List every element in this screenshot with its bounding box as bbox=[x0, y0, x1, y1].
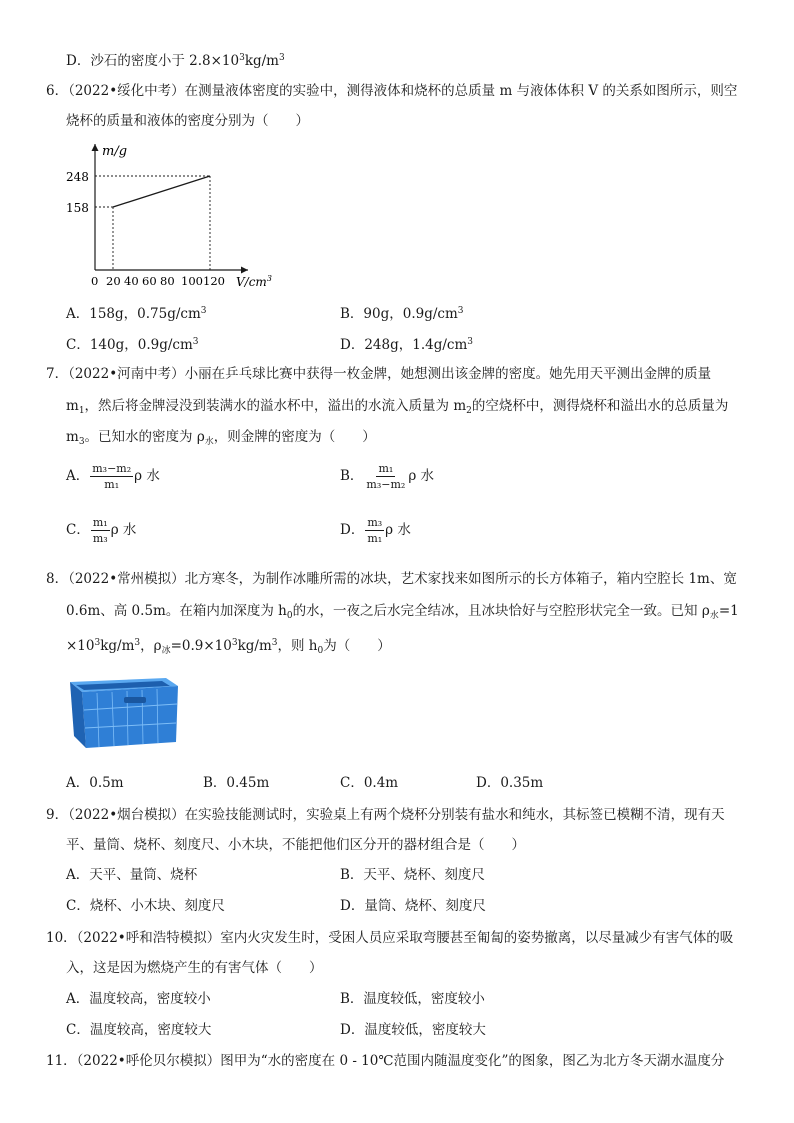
q7-m3-sub: 3 bbox=[78, 437, 85, 447]
q6-option-a[interactable] bbox=[66, 302, 207, 323]
q6-xtick-120: 120 bbox=[203, 274, 225, 288]
q7-option-d[interactable] bbox=[340, 516, 411, 545]
q5-option-d-text: D．沙石的密度小于 2.8×10 bbox=[66, 53, 240, 69]
q7-option-d-fraction bbox=[365, 516, 384, 545]
q8-option-a[interactable]: A．0.5m bbox=[66, 775, 124, 791]
q7-option-a-numerator: m₃−m₂ bbox=[92, 462, 132, 475]
q7-option-d-numerator: m₃ bbox=[367, 516, 383, 529]
q6-option-c-text: C．140g，0.9g/cm bbox=[66, 337, 193, 353]
q7-line3-mid: 。已知水的密度为 ρ bbox=[84, 429, 205, 445]
q7-option-a[interactable] bbox=[66, 462, 160, 491]
q8-h0-sub-2: 0 bbox=[317, 646, 324, 656]
q8-l3-e-exp: 3 bbox=[271, 638, 278, 648]
q6-xtick-20: 20 bbox=[106, 274, 121, 288]
q8-l3-a: ×10 bbox=[66, 638, 95, 654]
q8-l3-f: ，则 h bbox=[277, 638, 318, 654]
q6-option-a-exp: 3 bbox=[200, 306, 207, 316]
q8-stem-line2 bbox=[66, 602, 739, 625]
q7-option-c-numerator: m₁ bbox=[92, 516, 108, 529]
q6-option-b-exp: 3 bbox=[457, 306, 464, 316]
q6-ytick-158: 158 bbox=[66, 201, 89, 215]
q9-option-c[interactable]: C．烧杯、小木块、刻度尺 bbox=[66, 898, 225, 914]
q7-m2-sub: 2 bbox=[466, 406, 472, 416]
q7-option-d-label: D． bbox=[340, 522, 365, 538]
q8-line2-end: =1 bbox=[718, 603, 739, 619]
q6-chart bbox=[66, 140, 280, 290]
q10-stem-line2: 入，这是因为燃烧产生的有害气体（ ） bbox=[66, 960, 323, 976]
q7-option-b-fraction bbox=[364, 462, 407, 491]
q8-l3-a-exp: 3 bbox=[94, 638, 101, 648]
q7-stem-line3 bbox=[66, 428, 376, 451]
q6-option-c-exp: 3 bbox=[192, 337, 199, 347]
q8-l3-d: =0.9×10 bbox=[170, 638, 232, 654]
q8-box-image bbox=[64, 670, 184, 750]
q5-option-d-unit: kg/m bbox=[244, 53, 279, 69]
q7-option-b-label: B． bbox=[340, 468, 364, 484]
q6-x-ticks bbox=[91, 274, 225, 288]
q7-option-c[interactable] bbox=[66, 516, 136, 545]
q6-stem-line1: 6．（2022•绥化中考）在测量液体密度的实验中，测得液体和烧杯的总质量 m 与液体体积 V 的关系如图所示，则空 bbox=[46, 83, 738, 99]
q7-option-c-label: C． bbox=[66, 522, 90, 538]
q7-option-c-rho: ρ 水 bbox=[110, 522, 137, 538]
q7-option-c-fraction bbox=[91, 516, 110, 545]
q7-m3: m bbox=[66, 429, 79, 445]
q8-h0-sub: 0 bbox=[286, 611, 293, 621]
q6-option-b[interactable] bbox=[340, 302, 464, 323]
q5-option-d-exp: 3 bbox=[239, 53, 245, 63]
q8-stem-line1: 8．（2022•常州模拟）北方寒冬，为制作冰雕所需的冰块，艺术家找来如图所示的长方体箱子，箱内空腔长 1m、宽 bbox=[46, 571, 737, 587]
q7-option-c-denominator: m₃ bbox=[92, 532, 108, 545]
q6-ytick-248: 248 bbox=[66, 170, 89, 184]
q6-xtick-0: 0 bbox=[91, 274, 99, 288]
q6-xtick-80: 80 bbox=[160, 274, 175, 288]
q7-option-a-fraction bbox=[90, 462, 133, 491]
q9-stem-line2: 平、量筒、烧杯、刻度尺、小木块，不能把他们区分开的器材组合是（ ） bbox=[66, 837, 525, 853]
q8-line2-mid: 的水，一夜之后水完全结冰，且冰块恰好与空腔形状完全一致。已知 ρ bbox=[292, 603, 710, 619]
q6-option-d-exp: 3 bbox=[467, 337, 473, 347]
q9-option-d[interactable]: D．量筒、烧杯、刻度尺 bbox=[340, 898, 486, 914]
q9-stem-line1: 9．（2022•烟台模拟）在实验技能测试时，实验桌上有两个烧杯分别装有盐水和纯水，其标签已模糊不清，现有天 bbox=[46, 807, 725, 823]
q9-option-b[interactable]: B．天平、烧杯、刻度尺 bbox=[340, 867, 485, 883]
q6-x-label: $V/cm^3$ bbox=[236, 274, 272, 289]
q6-xtick-100: 100 bbox=[181, 274, 203, 288]
q10-option-a[interactable]: A．温度较高，密度较小 bbox=[66, 991, 211, 1007]
q8-line2-start: 0.6m、高 0.5m。在箱内加深度为 h bbox=[66, 603, 287, 619]
q7-stem-line2 bbox=[66, 397, 728, 420]
q6-stem-line2: 烧杯的质量和液体的密度分别为（ ） bbox=[66, 113, 309, 129]
q8-stem-line3 bbox=[66, 634, 391, 660]
q7-option-a-denominator: m₁ bbox=[104, 478, 120, 491]
q7-m1-sub: 1 bbox=[78, 406, 85, 416]
q7-option-b[interactable] bbox=[340, 462, 434, 491]
q5-option-d bbox=[66, 49, 285, 70]
q7-option-b-denominator: m₃−m₂ bbox=[366, 478, 406, 491]
q7-option-a-label: A． bbox=[66, 468, 90, 484]
q10-option-b[interactable]: B．温度较低，密度较小 bbox=[340, 991, 485, 1007]
q6-option-d-text: D．248g，1.4g/cm bbox=[340, 337, 468, 353]
q8-l3-b: kg/m bbox=[100, 638, 135, 654]
q8-option-d[interactable]: D．0.35m bbox=[476, 775, 544, 791]
q7-line2-end: 的空烧杯中，测得烧杯和溢出水的总质量为 bbox=[471, 398, 729, 414]
q8-l3-g: 为（ ） bbox=[323, 638, 391, 654]
q8-option-c[interactable]: C．0.4m bbox=[340, 775, 399, 791]
q6-data-line bbox=[113, 176, 210, 207]
q6-xtick-60: 60 bbox=[142, 274, 157, 288]
q6-option-b-text: B．90g，0.9g/cm bbox=[340, 306, 458, 322]
q7-rho-water-sub: 水 bbox=[204, 437, 214, 447]
q6-option-a-text: A．158g，0.75g/cm bbox=[66, 306, 201, 322]
q7-line3-end: ，则金牌的密度为（ ） bbox=[213, 429, 376, 445]
q7-line2-mid: ，然后将金牌浸没到装满水的溢水杯中，溢出的水流入质量为 m bbox=[84, 398, 467, 414]
q7-stem-line1: 7．（2022•河南中考）小丽在乒乓球比赛中获得一枚金牌，她想测出该金牌的密度。她先用天平测出金牌的质量 bbox=[46, 366, 712, 382]
q11-stem-line1: 11．（2022•呼伦贝尔模拟）图甲为“水的密度在 0 - 10℃范围内随温度变化”的图象，图乙为北方冬天湖水温度分 bbox=[46, 1053, 725, 1069]
q6-xtick-40: 40 bbox=[124, 274, 139, 288]
q6-option-c[interactable] bbox=[66, 333, 199, 354]
q6-y-label: m/g bbox=[102, 144, 128, 159]
q10-stem-line1: 10．（2022•呼和浩特模拟）室内火灾发生时，受困人员应采取弯腰甚至匍匐的姿势撤离，以尽量减少有害气体的吸 bbox=[46, 930, 734, 946]
q5-option-d-unit-exp: 3 bbox=[278, 53, 285, 63]
q10-option-d[interactable]: D．温度较低，密度较大 bbox=[340, 1022, 486, 1038]
q8-l3-b-exp: 3 bbox=[134, 638, 141, 648]
q7-option-d-rho: ρ 水 bbox=[385, 522, 411, 538]
q7-m1: m bbox=[66, 398, 79, 414]
q6-option-d[interactable] bbox=[340, 333, 473, 354]
q10-option-c[interactable]: C．温度较高，密度较大 bbox=[66, 1022, 212, 1038]
q8-rho-ice-sub: 冰 bbox=[161, 646, 171, 656]
q7-option-b-rho: ρ 水 bbox=[408, 468, 435, 484]
q8-l3-c: ，ρ bbox=[140, 638, 162, 654]
q8-l3-e: kg/m bbox=[237, 638, 272, 654]
q8-l3-d-exp: 3 bbox=[231, 638, 238, 648]
q8-option-b[interactable]: B．0.45m bbox=[203, 775, 270, 791]
q8-rho-water-sub: 水 bbox=[709, 611, 719, 621]
q7-option-a-rho: ρ 水 bbox=[134, 468, 160, 484]
q7-option-b-numerator: m₁ bbox=[378, 462, 394, 475]
q7-option-d-denominator: m₁ bbox=[367, 532, 383, 545]
q9-option-a[interactable]: A．天平、量筒、烧杯 bbox=[66, 867, 198, 883]
